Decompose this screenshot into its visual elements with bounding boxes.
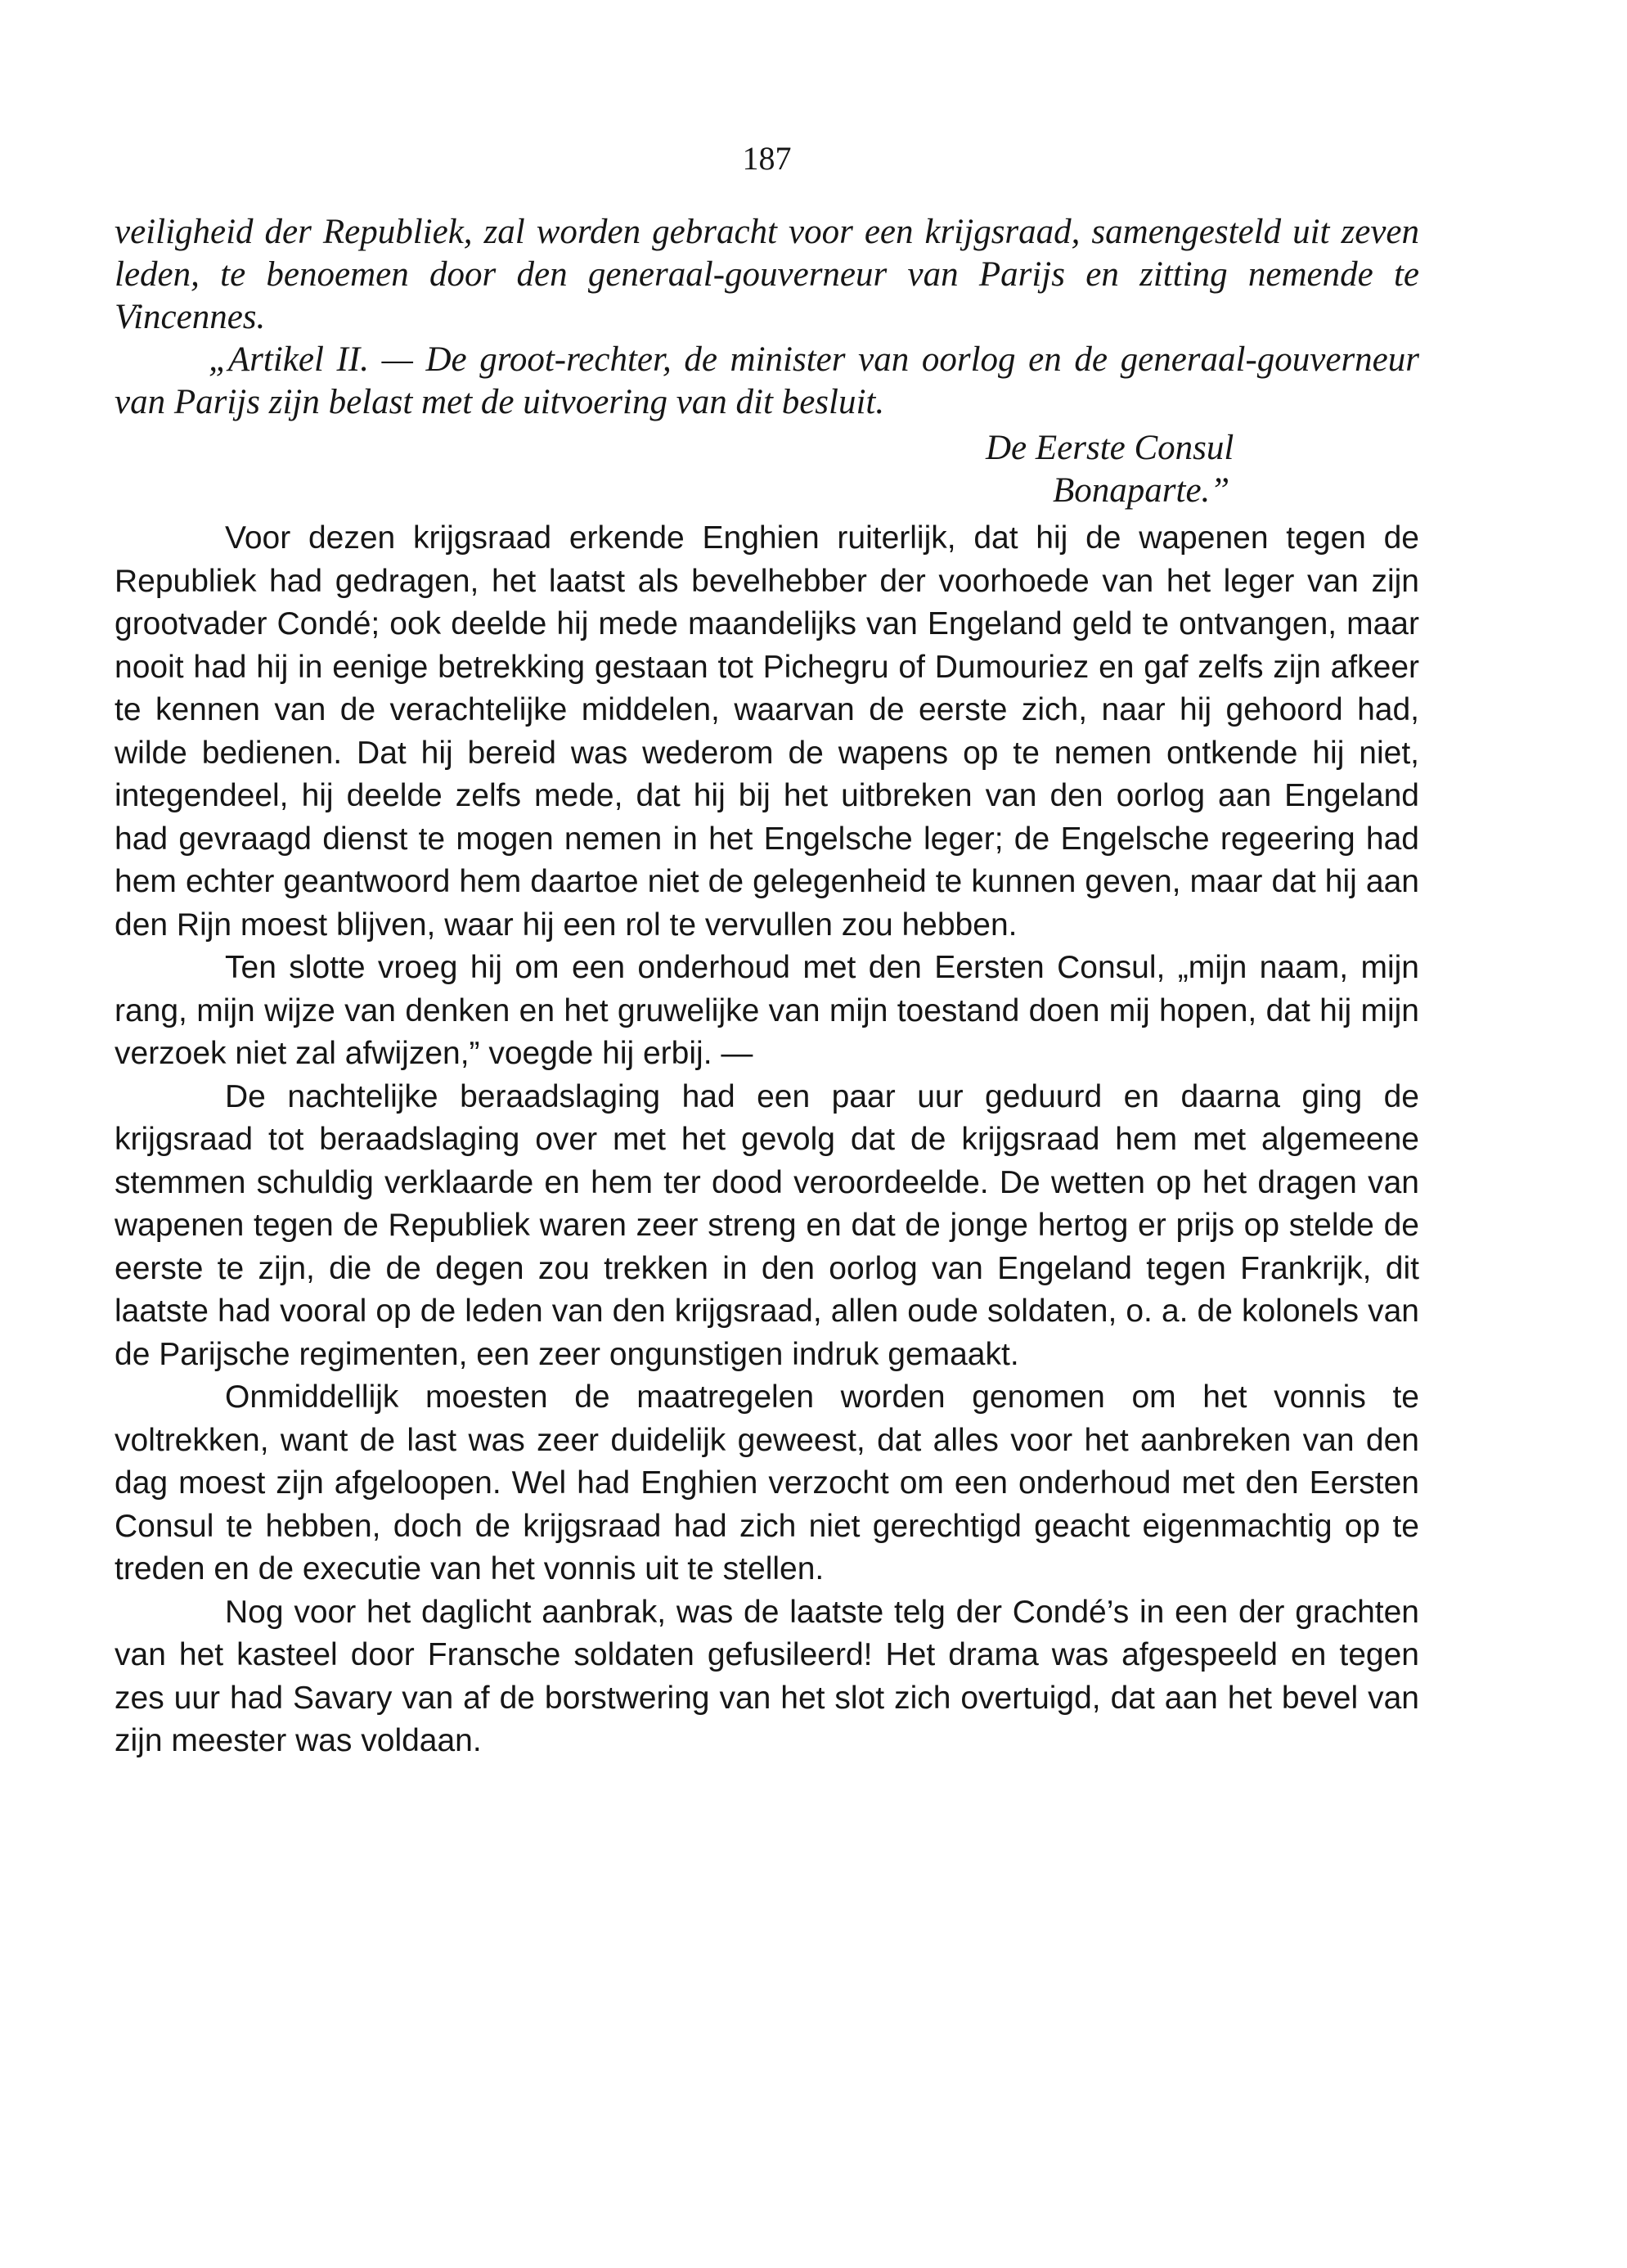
signature-name: Bonaparte.” bbox=[1053, 471, 1230, 510]
body-paragraph-4: Onmiddellijk moesten de maatregelen worden genomen om het vonnis te voltrekken, want de last was zeer duidelijk geweest, dat alles voor het aanbreken van den dag moest zijn afgeloopen. Wel had Enghien verzocht om een onderhoud met den Eersten Consul te hebben, doch de krijgsraad had zich niet gerechtigd geacht eigenmachtig op te treden en de executie van het vonnis uit te stellen. bbox=[115, 1379, 1419, 1586]
decree-article-2: „Artikel II. — De groot-rechter, de minister van oorlog en de generaal-gouverneur van Parijs zijn belast met de uitvoering van dit besluit. bbox=[115, 340, 1419, 421]
page-number: 187 bbox=[742, 140, 792, 177]
body-paragraph-3: De nachtelijke beraadslaging had een paar uur geduurd en daarna ging de krijgsraad tot beraadslaging over met het gevolg dat de krijgsraad hem met algemeene stemmen schuldig verklaarde en hem ter dood veroordeelde. De wetten op het dragen van wapenen tegen de Republiek waren zeer streng en dat de jonge hertog er prijs op stelde de eerste te zijn, die de degen zou trekken in den oorlog van Engeland tegen Frankrijk, dit laatste had vooral op de leden van den krijgsraad, allen oude soldaten, o. a. de kolonels van de Parijsche regimenten, een zeer ongunstigen indruk gemaakt. bbox=[115, 1078, 1419, 1372]
body-paragraph-1: Voor dezen krijgsraad erkende Enghien ruiterlijk, dat hij de wapenen tegen de Republiek had gedragen, het laatst als bevelhebber der voorhoede van het leger van zijn grootvader Condé; ook deelde hij mede maandelijks van Engeland geld te ontvangen, maar nooit had hij in eenige betrekking gestaan tot Pichegru of Dumouriez en gaf zelfs zijn afkeer te kennen van de verachtelijke middelen, waarvan de eerste zich, naar hij gehoord had, wilde bedienen. Dat hij bereid was wederom de wapens op te nemen ontkende hij niet, integendeel, hij deelde zelfs mede, dat hij bij het uitbreken van den oorlog aan Engeland had gevraagd dienst te mogen nemen in het Engelsche leger; de Engelsche regeering had hem echter geantwoord hem daartoe niet de gelegenheid te kunnen geven, maar dat hij aan den Rijn moest blijven, waar hij een rol te vervullen zou hebben. bbox=[115, 520, 1419, 943]
signature-title: De Eerste Consul bbox=[986, 429, 1234, 467]
book-page bbox=[115, 139, 1419, 1763]
body-paragraph-5: Nog voor het daglicht aanbrak, was de laatste telg der Condé’s in een der grachten van het kasteel door Fransche soldaten gefusileerd! Het drama was afgespeeld en tegen zes uur had Savary van af de borstwering van het slot zich overtuigd, dat aan het bevel van zijn meester was voldaan. bbox=[115, 1594, 1419, 1758]
decree-section bbox=[115, 211, 1419, 512]
body-text bbox=[115, 517, 1419, 1763]
decree-paragraph-1: veiligheid der Republiek, zal worden gebracht voor een krijgsraad, samengesteld uit zeven leden, te benoemen door den generaal-gouverneur van Parijs en zitting nemende te Vincennes. bbox=[115, 213, 1419, 336]
body-paragraph-2: Ten slotte vroeg hij om een onderhoud met den Eersten Consul, „mijn naam, mijn rang, mijn wijze van denken en het gruwelijke van mijn toestand doen mij hopen, dat hij mijn verzoek niet zal afwijzen,” voegde hij erbij. — bbox=[115, 950, 1419, 1071]
